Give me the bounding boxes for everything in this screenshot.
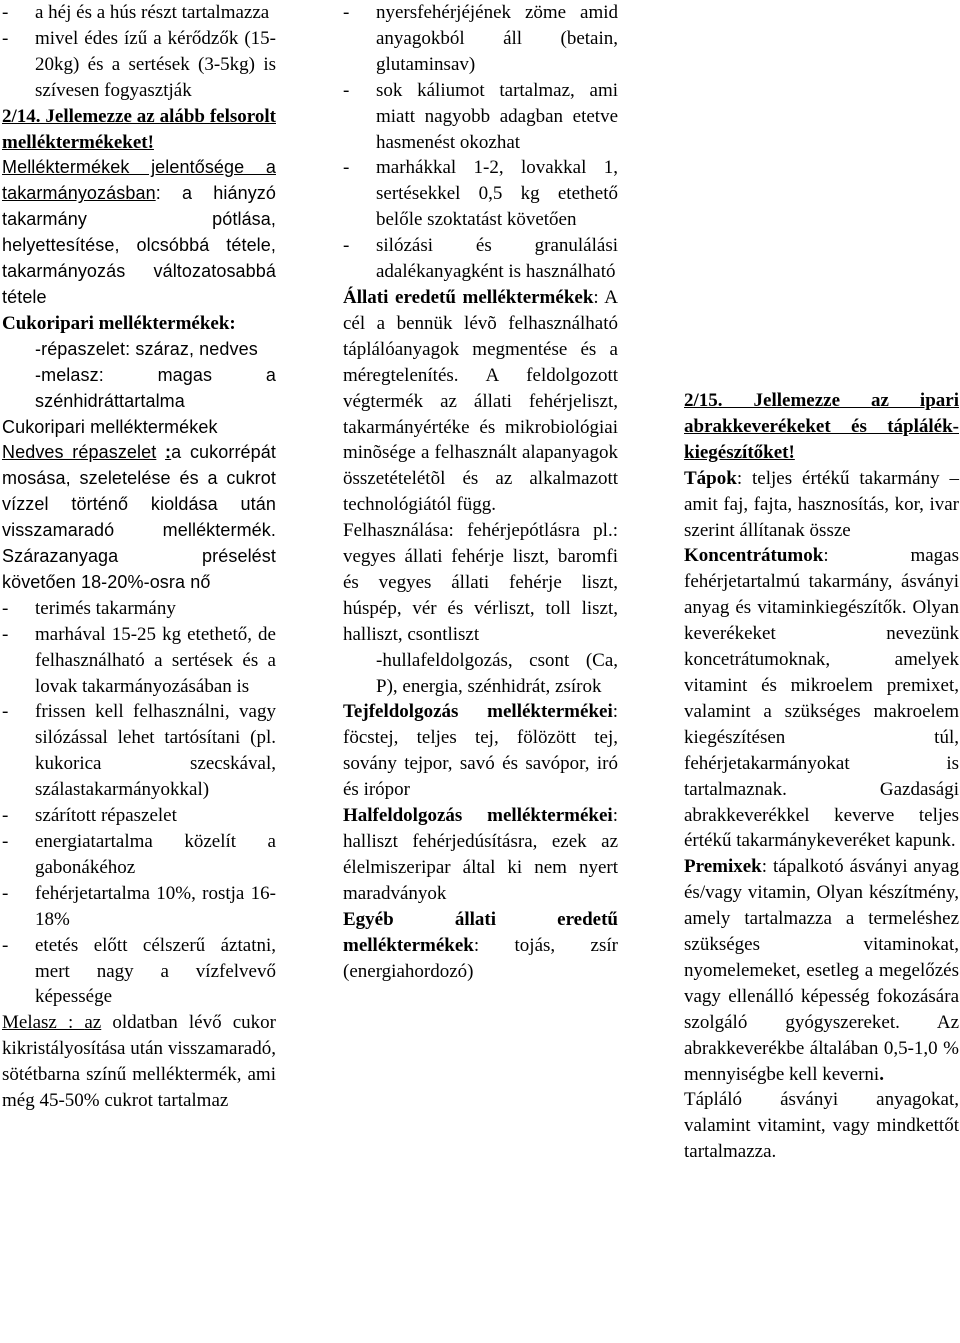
egyeb-paragraph: Egyéb állati eredetű melléktermékek: tojás, zsír (energiahordozó) [343, 908, 618, 982]
nedves-repaszelet-paragraph: Nedves répaszelet :a cukorrépát mosása, szeletelése és a cukrot vízzel történő kioldása után visszamaradó melléktermék. Szárazanyaga préselést követően 18-20%-osra nő [2, 442, 276, 592]
column-left [2, 0, 276, 1114]
question-heading-2-15: 2/15. Jellemezze az ipari abrakkeverékeket és táplálék-kiegészítőket! [684, 390, 959, 463]
list-item: - energiatartalma közelít a gabonákéhoz [2, 831, 276, 878]
list-item: - terimés takarmány [2, 597, 176, 619]
question-heading-2-14: 2/14. Jellemezze az alább felsorolt melléktermékeket! [2, 105, 276, 153]
list-item: - sok káliumot tartalmaz, ami miatt nagyobb adagban etetve hasmenést okozhat [343, 79, 618, 153]
koncentratumok-paragraph: Koncentrátumok: magas fehérjetartalmú takarmány, ásványi anyag és vitaminkiegészítők. Olyan keverékeket nevezünk koncetrátumoknak, amelyek vitamint és mikroelem premixet, valamint a szükséges makroelem kiegészítésen túl, fehérjetakarmányokat is tartalmaznak. Gazdasági abrakkeverékkel keverve teljes értékű takarmánykeveréket kapunk. [684, 545, 959, 852]
list-item: - a héj és a hús részt tartalmazza [2, 2, 270, 23]
list-item: - mivel édes ízű a kérődzők (15-20kg) és a sertések (3-5kg) is szívesen fogyasztják [2, 27, 276, 101]
list-item: - marhákkal 1-2, lovakkal 1, sertésekkel 0,5 kg etethető belőle szoktatást követően [343, 157, 618, 231]
list-item: - silózási és granulálási adalékanyagként is használható [343, 235, 618, 283]
list-item: - marhával 15-25 kg etethető, de felhasználható a sertések és a lovak takarmányozásában is [2, 623, 276, 697]
list-item: -melasz: magas a szénhidráttartalma [35, 364, 276, 411]
list-item: -répaszelet: száraz, nedves [35, 338, 258, 359]
allati-paragraph: Állati eredetű melléktermékek: A cél a bennük lévõ felhasználható táplálóanyagok megmentése és a méregtelenítés. A feldolgozott végtermék az állati fehérjeliszt, takarmányértéke és mikrobiológiai minõsége a felhasznált alapanyagok összetételétõl és az alkalmazott technológiától függ. [343, 286, 618, 516]
melasz-paragraph: Melasz : az oldatban lévő cukor kikristályosítása után visszamaradó, sötétbarna színű melléktermék, ami még 45-50% cukrot tartalmaz [2, 1012, 276, 1112]
taplalo-paragraph: Tápláló ásványi anyagokat, valamint vitamint, vagy mindkettőt tartalmazza. [684, 1089, 959, 1163]
halfeldolgozas-paragraph: Halfeldolgozás melléktermékei: halliszt fehérjedúsításra, ezek az élelmiszeripar által ki nem nyert maradványok [343, 805, 618, 904]
list-item: - fehérjetartalma 10%, rostja 16-18% [2, 882, 276, 930]
column-right [684, 388, 959, 1165]
list-item: - szárított répaszelet [2, 805, 177, 827]
list-item: - frissen kell felhasználni, vagy silózással lehet tartósítani (pl. kukorica szecskával, szálastakarmányokkal) [2, 701, 276, 801]
tejfeldolgozas-paragraph: Tejfeldolgozás melléktermékei: föcstej, teljes tej, fölözött tej, sovány tejpor, savó és savópor, iró és irópor [343, 701, 618, 801]
premixek-paragraph: Premixek: tápalkotó ásványi anyag és/vagy vitamin, Olyan készítmény, amely tartalmazza a termeléshez szükséges vitaminokat, nyomelemeket, esetleg a megelőzés vagy ellenálló képesség fokozására szolgáló gyógyszereket. Az abrakkeverékbe általában 0,5-1,0 % mennyiségbe kell keverni. [684, 856, 959, 1085]
column-middle [343, 0, 618, 984]
intro-paragraph: Melléktermékek jelentősége a takarmányozásban: a hiányzó takarmány pótlása, helyettesítése, olcsóbbá tétele, takarmányozás változatosabbá tétele [2, 157, 276, 307]
felhasznalas-paragraph: Felhasználása: fehérjepótlásra pl.: vegyes állati fehérje liszt, baromfi és vegyes állati fehérje liszt, húspép, vér és vérliszt, toll liszt, halliszt, csontliszt [343, 520, 618, 645]
list-item: - etetés előtt célszerű áztatni, mert nagy a vízfelvevő képessége [2, 934, 276, 1008]
list-item: - nyersfehérjéjének zöme amid anyagokból áll (betain, glutaminsav) [343, 2, 618, 75]
section-heading-cukoripari: Cukoripari melléktermékek: [2, 312, 236, 334]
hullafeldolgozas-paragraph: -hullafeldolgozás, csont (Ca, P), energia, szénhidrát, zsírok [376, 649, 618, 697]
subheading-cukoripari: Cukoripari melléktermékek [2, 416, 218, 437]
tapok-paragraph: Tápok: teljes értékű takarmány – amit faj, fajta, hasznosítás, kor, ivar szerint állítanak össze [684, 467, 959, 541]
